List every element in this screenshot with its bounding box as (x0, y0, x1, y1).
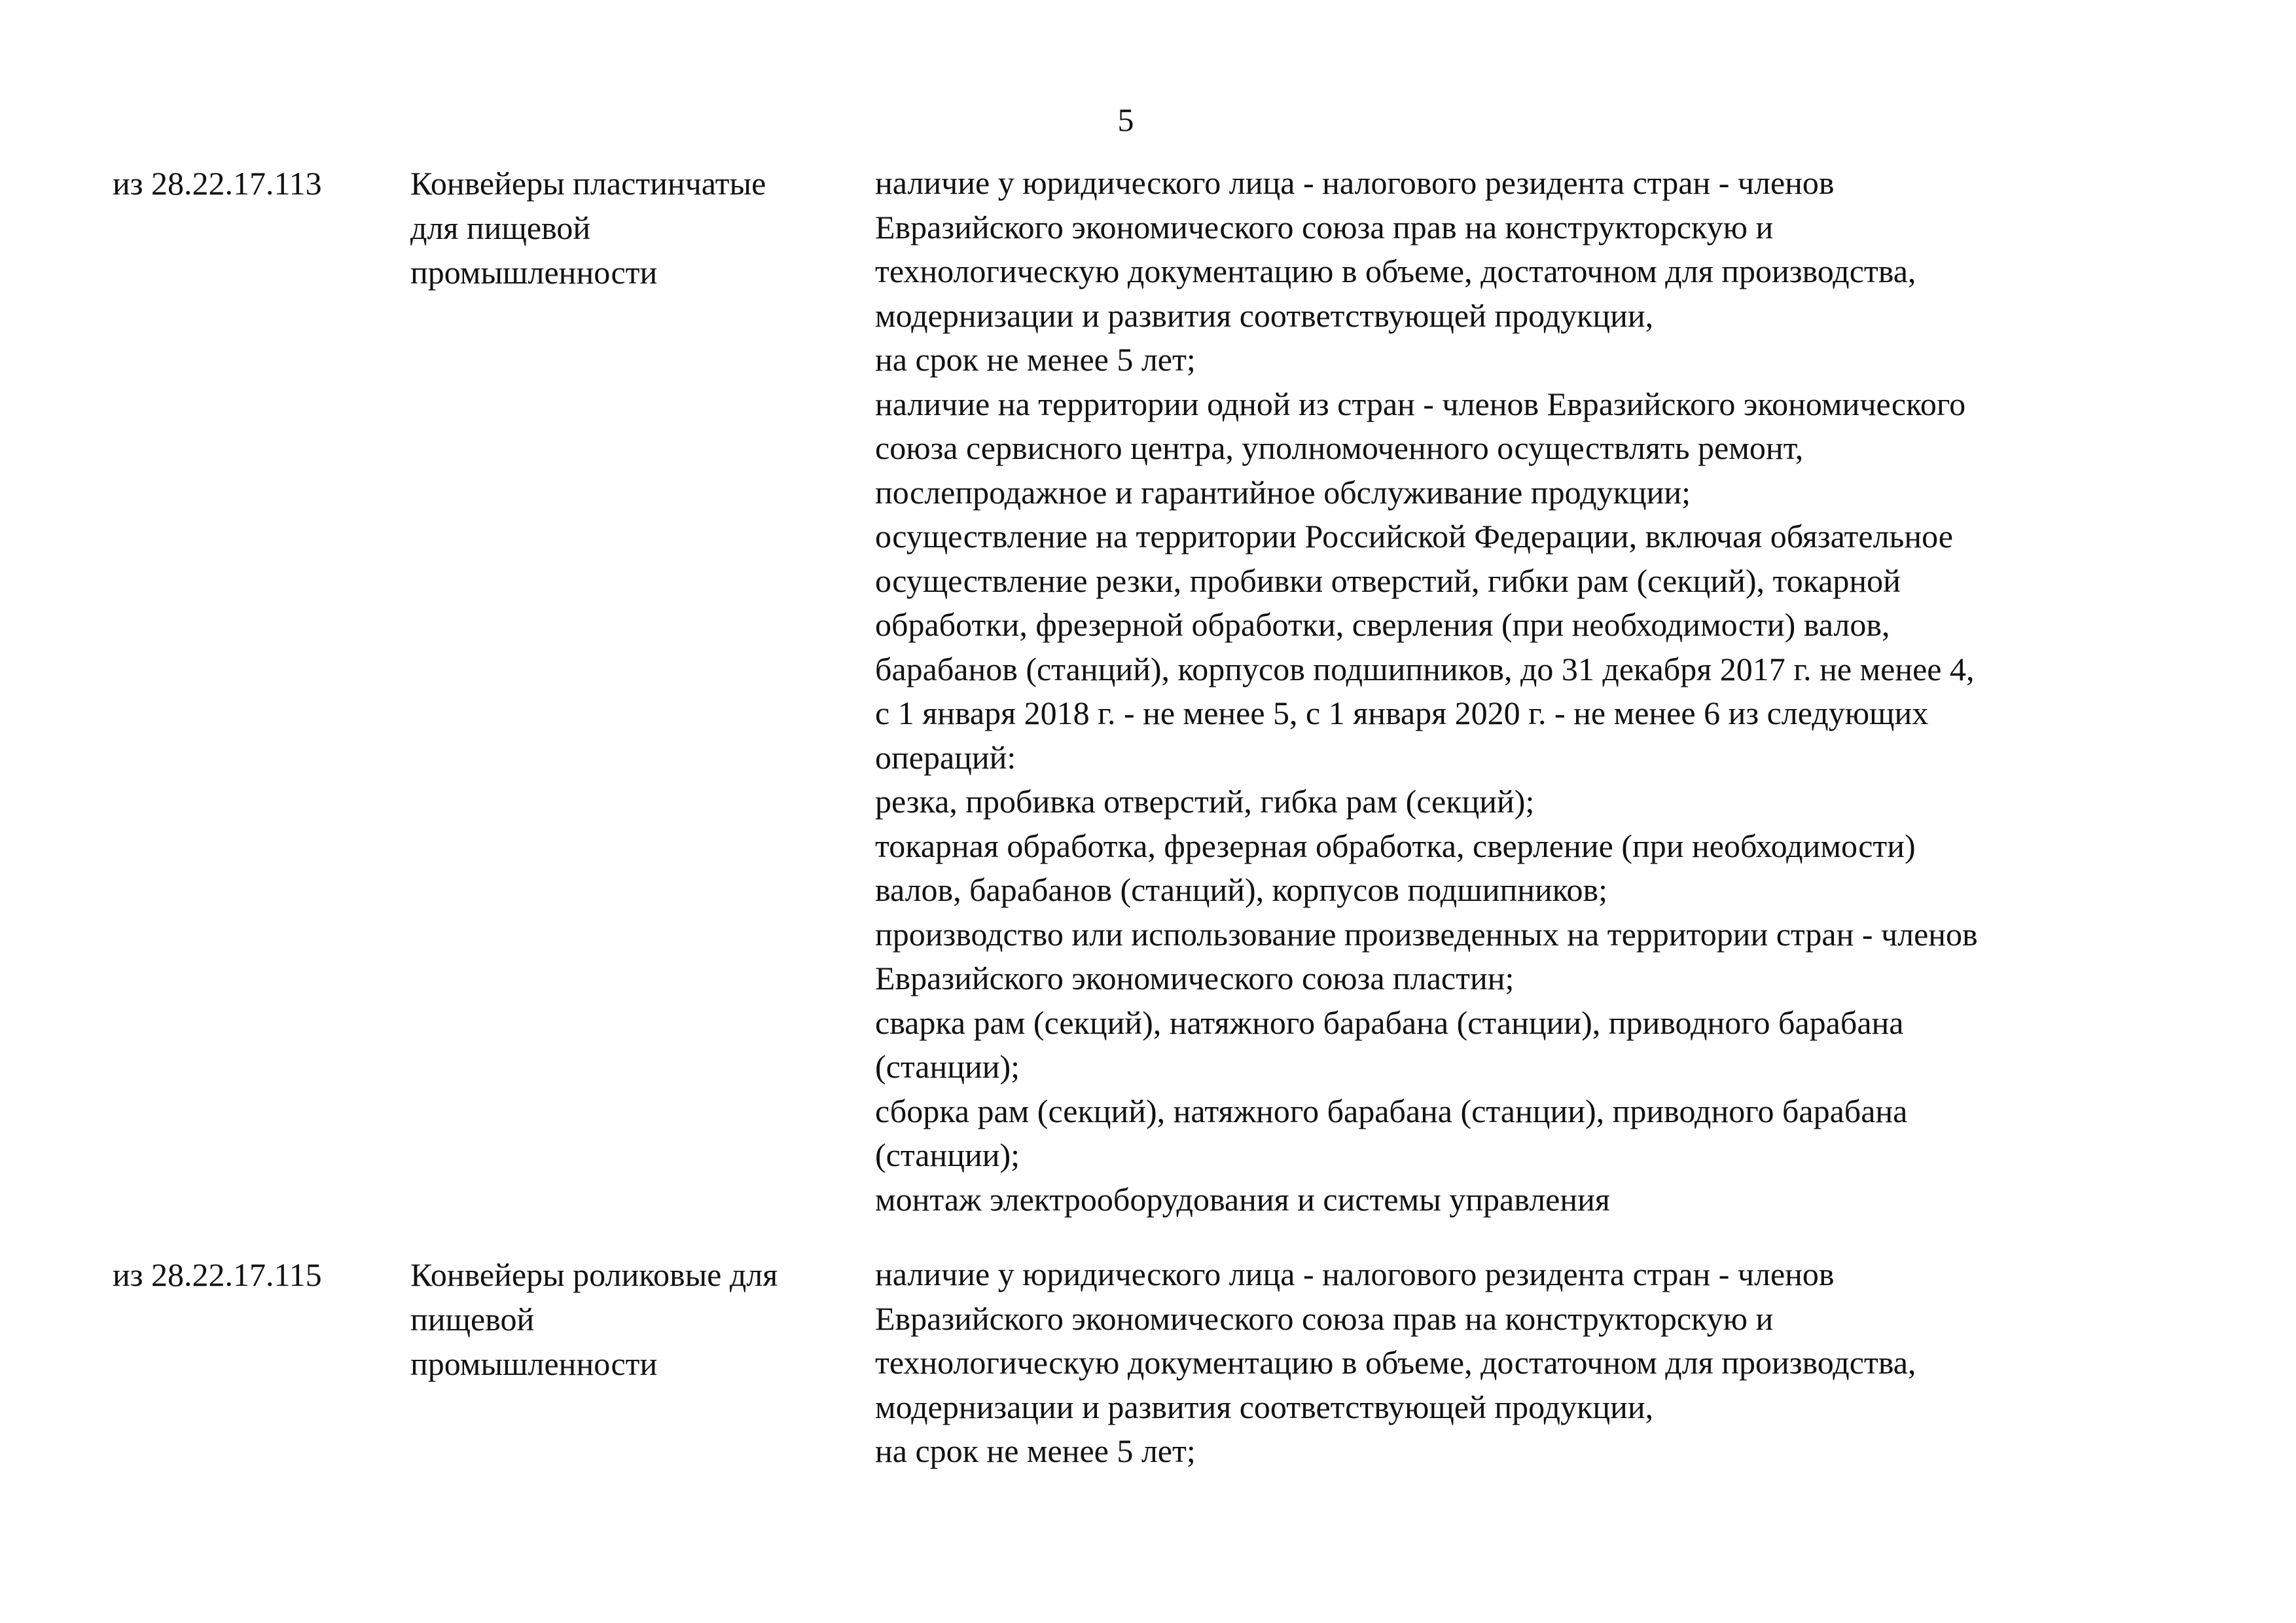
product-name-line: для пищевой (410, 210, 591, 246)
requirement-line: операций: (875, 739, 1016, 776)
requirement-line: сварка рам (секций), натяжного барабана (станции), приводного барабана (875, 1004, 1904, 1041)
requirement-line: барабанов (станций), корпусов подшипников, до 31 декабря 2017 г. не менее 4, (875, 650, 1975, 687)
requirement-line: наличие у юридического лица - налогового резидента стран - членов (875, 164, 1835, 201)
product-name-line: промышленности (410, 1345, 658, 1382)
requirement-line: послепродажное и гарантийное обслуживание продукции; (875, 473, 1691, 511)
requirement-line: резка, пробивка отверстий, гибка рам (секций); (875, 783, 1535, 820)
requirement-line: Евразийского экономического союза прав на конструкторскую и (875, 1300, 1774, 1337)
requirement-line: сборка рам (секций), натяжного барабана (станции), приводного барабана (875, 1092, 1908, 1129)
requirement-line: (станции); (875, 1048, 1020, 1085)
requirement-line: технологическую документацию в объеме, достаточном для производства, (875, 1344, 1916, 1381)
requirements-text (875, 161, 2217, 1222)
requirement-line: производство или использование произведенных на территории стран - членов (875, 915, 1978, 953)
requirement-line: технологическую документацию в объеме, достаточном для производства, (875, 253, 1916, 289)
requirement-line: Евразийского экономического союза прав на конструкторскую и (875, 208, 1774, 246)
product-name (410, 161, 869, 295)
requirement-line: Евразийского экономического союза пластин; (875, 960, 1515, 996)
requirement-line: с 1 января 2018 г. - не менее 5, с 1 января 2020 г. - не менее 6 из следующих (875, 695, 1929, 731)
page-number: 5 (1117, 101, 1134, 138)
requirement-line: на срок не менее 5 лет; (875, 1432, 1196, 1469)
requirement-line: токарная обработка, фрезерная обработка, сверление (при необходимости) (875, 827, 1916, 864)
product-name-line: промышленности (410, 254, 658, 291)
requirement-line: осуществление резки, пробивки отверстий, гибки рам (секций), токарной (875, 562, 1901, 599)
requirements-text (875, 1252, 2217, 1474)
product-code: из 28.22.17.115 (113, 1256, 322, 1293)
requirement-line: валов, барабанов (станций), корпусов подшипников; (875, 871, 1607, 908)
requirement-line: наличие на территории одной из стран - членов Евразийского экономического (875, 385, 1966, 422)
requirement-line: модернизации и развития соответствующей продукции, (875, 297, 1654, 334)
product-name-line: Конвейеры пластинчатые (410, 165, 766, 202)
requirement-line: обработки, фрезерной обработки, сверления (при необходимости) валов, (875, 606, 1890, 643)
requirement-line: модернизации и развития соответствующей продукции, (875, 1388, 1654, 1425)
product-name-line: пищевой (410, 1301, 535, 1338)
product-name (410, 1252, 869, 1386)
requirement-line: монтаж электрооборудования и системы управления (875, 1180, 1610, 1218)
product-name-line: Конвейеры роликовые для (410, 1256, 778, 1293)
requirement-line: союза сервисного центра, уполномоченного осуществлять ремонт, (875, 429, 1804, 466)
requirement-line: на срок не менее 5 лет; (875, 341, 1196, 378)
requirement-line: (станции); (875, 1137, 1020, 1173)
requirement-line: осуществление на территории Российской Федерации, включая обязательное (875, 518, 1953, 555)
product-code: из 28.22.17.113 (113, 165, 322, 202)
requirement-line: наличие у юридического лица - налогового резидента стран - членов (875, 1256, 1835, 1292)
